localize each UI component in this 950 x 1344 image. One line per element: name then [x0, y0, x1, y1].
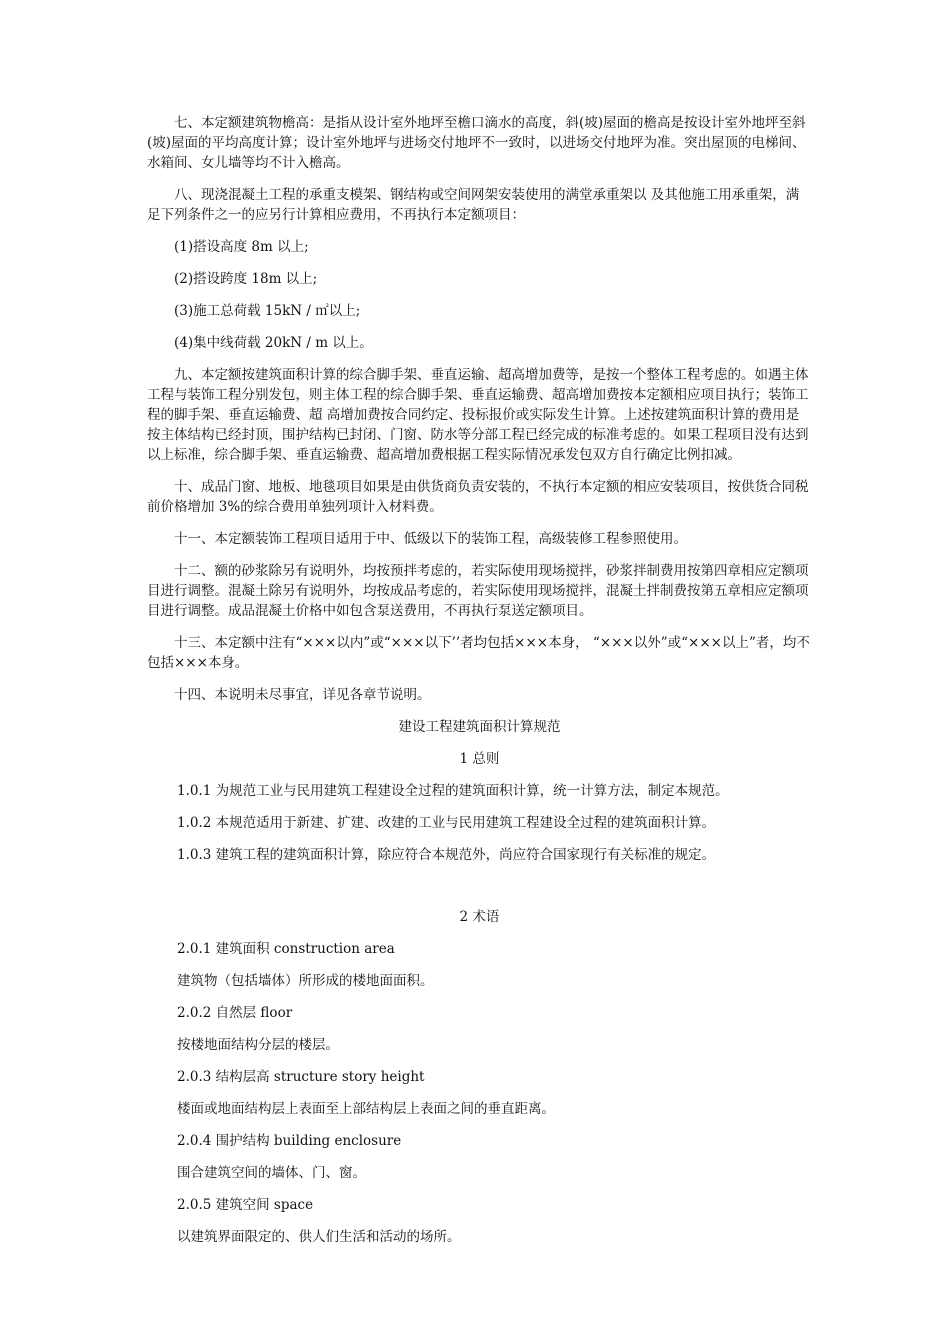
document-body	[147, 113, 812, 1259]
clause-1-0-2: 1.0.2 本规范适用于新建、扩建、改建的工业与民用建筑工程建设全过程的建筑面积计算。	[177, 815, 716, 831]
condition-1: (1)搭设高度 8m 以上;	[174, 239, 309, 255]
clause-1-0-1: 1.0.1 为规范工业与民用建筑工程建设全过程的建筑面积计算，统一计算方法，制定本规范。	[177, 783, 729, 799]
clause-1-0-3: 1.0.3 建筑工程的建筑面积计算，除应符合本规范外，尚应符合国家现行有关标准的规定。	[177, 847, 716, 863]
chapter-2-heading: 2 术语	[459, 909, 500, 925]
condition-3: (3)施工总荷载 15kN / ㎡以上;	[174, 303, 361, 319]
term-2-0-5: 2.0.5 建筑空间 space	[177, 1197, 314, 1213]
definition-2-0-3: 楼面或地面结构层上表面至上部结构层上表面之间的垂直距离。	[177, 1101, 555, 1117]
paragraph-7: 七、本定额建筑物檐高：是指从设计室外地坪至檐口滴水的高度，斜(坡)屋面的檐高是按设计室外地坪至斜(坡)屋面的平均高度计算；设计室外地坪与进场交付地坪不一致时，以进场交付地坪为准。突出屋顶的电梯间、水箱间、女儿墙等均不计入檐高。	[147, 115, 806, 171]
paragraph-12: 十二、额的砂浆除另有说明外，均按预拌考虑的，若实际使用现场搅拌，砂浆拌制费用按第四章相应定额项目进行调整。混凝土除另有说明外，均按成品考虑的，若实际使用现场搅拌，混凝土拌制费按第五章相应定额项目进行调整。成品混凝土价格中如包含泵送费用，不再执行泵送定额项目。	[147, 563, 809, 619]
definition-2-0-1: 建筑物（包括墙体）所形成的楼地面面积。	[177, 973, 434, 989]
definition-2-0-4: 围合建筑空间的墙体、门、窗。	[177, 1165, 366, 1181]
term-2-0-2: 2.0.2 自然层 floor	[177, 1005, 293, 1021]
paragraph-8: 八、现浇混凝土工程的承重支模架、钢结构或空间网架安装使用的满堂承重架以 及其他施工用承重架，满足下列条件之一的应另行计算相应费用，不再执行本定额项目：	[147, 187, 800, 223]
condition-4: (4)集中线荷载 20kN / m 以上。	[174, 335, 373, 351]
paragraph-9: 九、本定额按建筑面积计算的综合脚手架、垂直运输、超高增加费等，是按一个整体工程考虑的。如遇主体工程与装饰工程分别发包，则主体工程的综合脚手架、垂直运输费、超高增加费按本定额相应项目执行；装饰工程的脚手架、垂直运输费、超 高增加费按合同约定、投标报价或实际发生计算。上述按建筑面积计算的费用是按主体结构已经封顶，围护结构已封闭、门窗、防水等分部工程已经完成的标准考虑的。如果工程项目没有达到以上标准，综合脚手架、垂直运输费、超高增加费根据工程实际情况承发包双方自行确定比例扣减。	[147, 367, 809, 463]
paragraph-14: 十四、本说明未尽事宜，详见各章节说明。	[174, 687, 431, 703]
definition-2-0-5: 以建筑界面限定的、供人们生活和活动的场所。	[177, 1229, 461, 1245]
paragraph-13: 十三、本定额中注有“×××以内”或“×××以下’’者均包括×××本身， “×××以外”或“×××以上”者，均不包括×××本身。	[147, 635, 810, 671]
term-2-0-4: 2.0.4 围护结构 building enclosure	[177, 1133, 402, 1149]
condition-2: (2)搭设跨度 18m 以上;	[174, 271, 318, 287]
paragraph-10: 十、成品门窗、地板、地毯项目如果是由供货商负责安装的，不执行本定额的相应安装项目，按供货合同税前价格增加 3%的综合费用单独列项计入材料费。	[147, 479, 809, 515]
chapter-1-heading: 1 总则	[459, 751, 500, 767]
section-gap	[147, 877, 812, 907]
term-2-0-3: 2.0.3 结构层高 structure story height	[177, 1069, 425, 1085]
term-2-0-1: 2.0.1 建筑面积 construction area	[177, 941, 395, 957]
paragraph-11: 十一、本定额装饰工程项目适用于中、低级以下的装饰工程，高级装修工程参照使用。	[174, 531, 687, 547]
definition-2-0-2: 按楼地面结构分层的楼层。	[177, 1037, 339, 1053]
spec-title: 建设工程建筑面积计算规范	[398, 719, 561, 735]
